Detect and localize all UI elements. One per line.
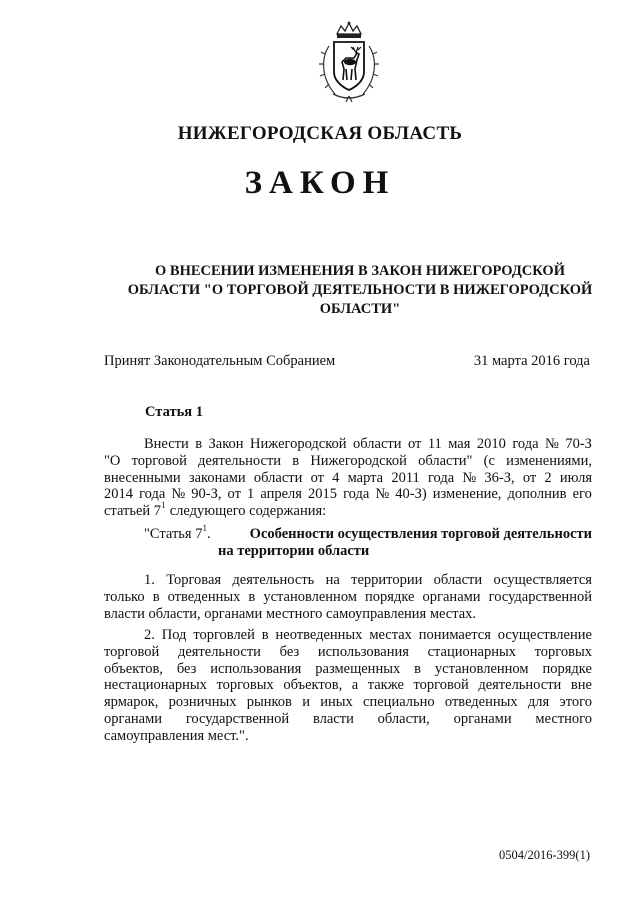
text-line: "Статья $7^1$. Особенности осуществления торговой деятельности <box>144 523 592 542</box>
point-2 <box>104 627 592 745</box>
text-line: "О торговой деятельности в Нижегородской области" (с изменениями, <box>104 452 592 469</box>
law-title <box>110 262 610 319</box>
text-line: 2. Под торговлей в неотведенных местах понимается осуществление <box>144 627 592 643</box>
text-line: самоуправления мест.". <box>104 727 249 744</box>
article-1-heading: Статья 1 <box>145 404 203 420</box>
text-line: органами государственной власти области, органами местного <box>104 710 592 727</box>
text-line: только в отведенных в установленном порядке органами государственной <box>104 588 592 605</box>
text-line: объектов, без использования размещенных в установленном порядке <box>104 660 592 677</box>
text-line: 2014 года № 90-З, от 1 апреля 2015 года № 40-З) изменение, дополнив его <box>104 486 592 503</box>
text-line: на территории области <box>218 542 370 559</box>
point-1 <box>104 572 592 622</box>
law-title-line: ОБЛАСТИ" <box>319 301 401 317</box>
law-title-line: ОБЛАСТИ "О ТОРГОВОЙ ДЕЯТЕЛЬНОСТИ В НИЖЕГОРОДСКОЙ <box>127 282 593 298</box>
text-line: нестационарных торговых объектов, а также торговой деятельности вне <box>104 677 592 694</box>
text-line: ярмарок, розничных рынков и иных специально отведенных для этого <box>104 694 592 711</box>
document-number: 0504/2016-399(1) <box>499 848 590 862</box>
text-line: внесенными законами области от 4 марта 2011 года № 36-З, от 2 июля <box>104 469 592 486</box>
document-type: ЗАКОН <box>244 165 396 201</box>
text-line: Внести в Закон Нижегородской области от 11 мая 2010 года № 70-З <box>144 436 592 452</box>
law-title-line: О ВНЕСЕНИИ ИЗМЕНЕНИЯ В ЗАКОН НИЖЕГОРОДСКОЙ <box>155 263 565 279</box>
article-1-text <box>104 436 592 520</box>
text-line: статьей $7^1$ следующего содержания: <box>104 500 327 520</box>
article-7-1-heading <box>144 523 592 560</box>
text-line: торговой деятельности без использования стационарных торговых <box>104 643 592 660</box>
text-line: 1. Торговая деятельность на территории области осуществляется <box>144 572 592 588</box>
region-name: НИЖЕГОРОДСКАЯ ОБЛАСТЬ <box>177 123 463 144</box>
adopted-by: Принят Законодательным Собранием <box>104 353 336 369</box>
coat-of-arms-icon <box>313 20 385 104</box>
text-line: власти области, органами местного самоуправления местах. <box>104 605 477 622</box>
adoption-date: 31 марта 2016 года <box>473 353 590 369</box>
